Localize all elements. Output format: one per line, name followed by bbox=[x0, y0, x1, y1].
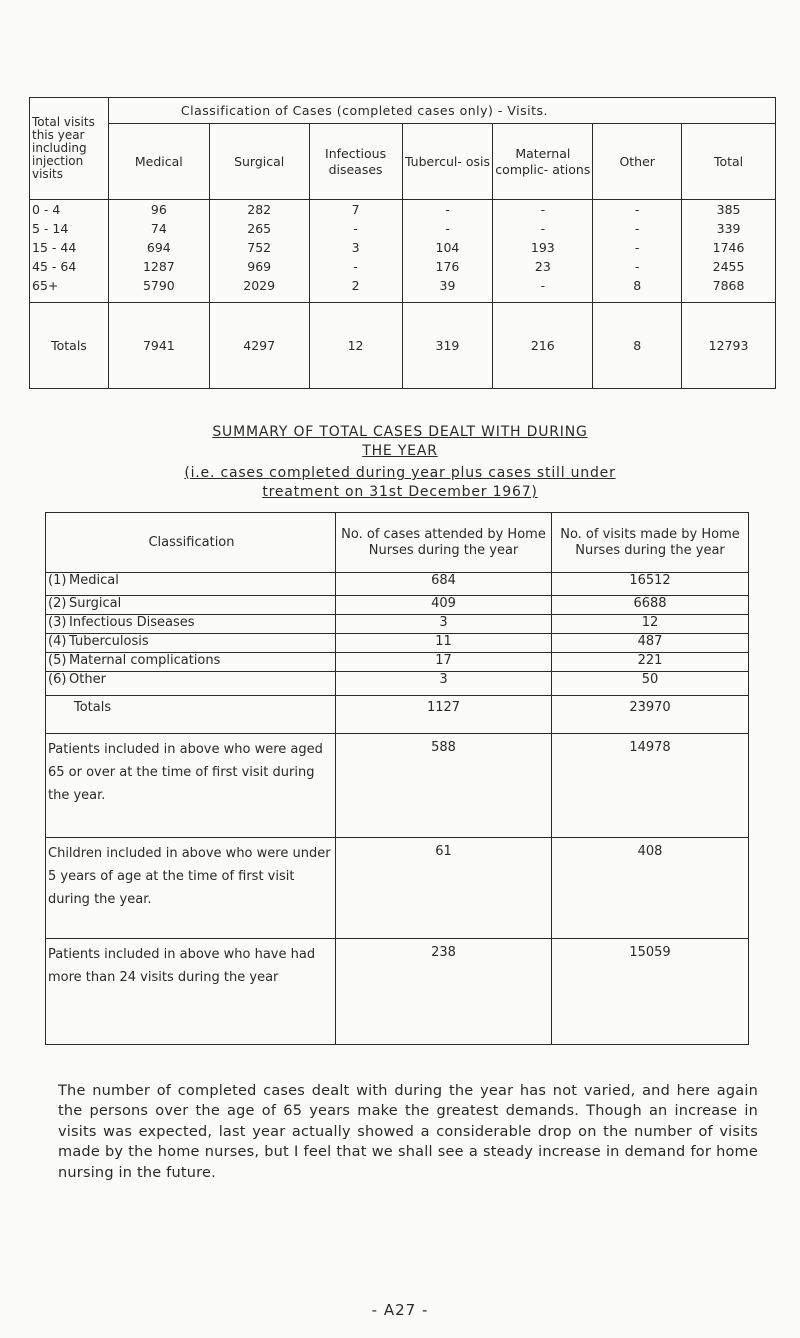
table-cell: 176 bbox=[435, 259, 460, 274]
totals-row bbox=[30, 303, 776, 389]
cases-value: 409 bbox=[336, 596, 552, 615]
column-header-total: Total bbox=[682, 124, 776, 200]
table-cell: 7868 bbox=[712, 278, 745, 293]
visits-value: 16512 bbox=[552, 573, 749, 596]
visits-value: 15059 bbox=[552, 939, 749, 1045]
column-header-classification: Classification bbox=[46, 513, 336, 573]
page-number: - A27 - bbox=[371, 1301, 429, 1319]
table-cell: 216 bbox=[493, 303, 593, 389]
cases-value: 61 bbox=[336, 838, 552, 939]
column-header-other: Other bbox=[593, 124, 682, 200]
table-cell: 385 bbox=[716, 202, 741, 217]
column-header-cases: No. of cases attended by Home Nurses during the year bbox=[336, 513, 552, 573]
table-cell: 3 bbox=[351, 240, 360, 255]
age-group: 0 - 4 bbox=[32, 202, 61, 217]
table-cell: 1746 bbox=[712, 240, 745, 255]
cases-value: 17 bbox=[336, 653, 552, 672]
row-index: (5) bbox=[48, 653, 67, 668]
table-cell: 5790 bbox=[142, 278, 175, 293]
column-header-infectious: Infectious diseases bbox=[309, 124, 402, 200]
table-row bbox=[46, 615, 749, 634]
summary-subtitle: (i.e. cases completed during year plus cases still under bbox=[184, 465, 616, 481]
row-index: (3) bbox=[48, 615, 67, 630]
visits-value: 23970 bbox=[552, 696, 749, 734]
cases-value: 238 bbox=[336, 939, 552, 1045]
maternal-values bbox=[493, 200, 593, 303]
table-row bbox=[46, 573, 749, 596]
age-group: 15 - 44 bbox=[32, 240, 77, 255]
table-cell: 8 bbox=[593, 303, 682, 389]
table-cell: 74 bbox=[150, 221, 167, 236]
table-cell: 8 bbox=[633, 278, 642, 293]
table-cell: 193 bbox=[530, 240, 555, 255]
row-label: Infectious Diseases bbox=[69, 615, 195, 630]
table-cell: 1287 bbox=[142, 259, 175, 274]
table-cell: 12793 bbox=[682, 303, 776, 389]
table-cell: 4297 bbox=[209, 303, 309, 389]
visits-value: 6688 bbox=[552, 596, 749, 615]
table-cell: 7941 bbox=[108, 303, 209, 389]
row-index: (4) bbox=[48, 634, 67, 649]
totals-row bbox=[46, 696, 749, 734]
table-row bbox=[46, 939, 749, 1045]
classification-of-cases-table bbox=[29, 97, 776, 389]
table-cell: - bbox=[634, 259, 640, 274]
table-row bbox=[46, 672, 749, 696]
table-cell: 39 bbox=[439, 278, 456, 293]
age-group-header: Total visits this year including injection visits bbox=[30, 98, 109, 200]
table-cell: 339 bbox=[716, 221, 741, 236]
table-cell: 694 bbox=[146, 240, 171, 255]
table-cell: 2 bbox=[351, 278, 360, 293]
visits-value: 50 bbox=[552, 672, 749, 696]
table-cell: - bbox=[634, 202, 640, 217]
table-cell: 969 bbox=[247, 259, 272, 274]
column-header-tuberculosis: Tubercul- osis bbox=[402, 124, 493, 200]
table-cell: 12 bbox=[309, 303, 402, 389]
row-label: Patients included in above who have had more than 24 visits during the year bbox=[46, 939, 336, 1045]
totals-label: Totals bbox=[46, 696, 336, 734]
visits-value: 12 bbox=[552, 615, 749, 634]
column-header-maternal: Maternal complic- ations bbox=[493, 124, 593, 200]
row-label: Maternal complications bbox=[69, 653, 221, 668]
table-cell: - bbox=[634, 240, 640, 255]
table-row bbox=[46, 634, 749, 653]
cases-value: 588 bbox=[336, 734, 552, 838]
table-row bbox=[46, 596, 749, 615]
visits-value: 14978 bbox=[552, 734, 749, 838]
visits-value: 221 bbox=[552, 653, 749, 672]
table-cell: 96 bbox=[150, 202, 167, 217]
row-label: Patients included in above who were aged 65 or over at the time of first visit during the year. bbox=[46, 734, 336, 838]
age-group: 5 - 14 bbox=[32, 221, 69, 236]
table-cell: 2029 bbox=[243, 278, 276, 293]
cases-value: 3 bbox=[336, 615, 552, 634]
table-cell: 23 bbox=[534, 259, 551, 274]
table-cell: 752 bbox=[247, 240, 272, 255]
row-index: (1) bbox=[48, 573, 67, 588]
table-cell: - bbox=[445, 202, 450, 217]
table-cell: - bbox=[353, 259, 358, 274]
summary-title: SUMMARY OF TOTAL CASES DEALT WITH DURING bbox=[212, 424, 588, 440]
visits-value: 408 bbox=[552, 838, 749, 939]
column-header-surgical: Surgical bbox=[209, 124, 309, 200]
cases-value: 684 bbox=[336, 573, 552, 596]
cases-value: 3 bbox=[336, 672, 552, 696]
age-group-list bbox=[30, 200, 109, 303]
total-values bbox=[682, 200, 776, 303]
table-cell: - bbox=[353, 221, 358, 236]
infectious-values bbox=[309, 200, 402, 303]
table-cell: - bbox=[540, 202, 546, 217]
table-cell: - bbox=[540, 278, 546, 293]
column-header-medical: Medical bbox=[108, 124, 209, 200]
body-paragraph: The number of completed cases dealt with during the year has not varied, and here again the persons over the age of 65 years make the greatest demands. Though an increase in visits was expected, last year actually showed a considerable drop on the number of visits made by the home nurses, but I feel that we shall see a steady increase in demand for home nursing in the future. bbox=[58, 1082, 758, 1181]
classification-group-header: Classification of Cases (completed cases only) - Visits. bbox=[108, 98, 775, 124]
row-label: Tuberculosis bbox=[69, 634, 149, 649]
table-cell: 2455 bbox=[712, 259, 745, 274]
visits-value: 487 bbox=[552, 634, 749, 653]
age-group: 45 - 64 bbox=[32, 259, 77, 274]
table-cell: - bbox=[634, 221, 640, 236]
table-cell: 282 bbox=[247, 202, 272, 217]
cases-value: 1127 bbox=[336, 696, 552, 734]
summary-subtitle-date: treatment on 31st December 1967) bbox=[262, 484, 538, 500]
age-group: 65+ bbox=[32, 278, 59, 293]
totals-label: Totals bbox=[30, 303, 109, 389]
row-label: Surgical bbox=[69, 596, 122, 611]
table-cell: - bbox=[445, 221, 450, 236]
table-cell: 319 bbox=[402, 303, 493, 389]
other-values bbox=[593, 200, 682, 303]
row-label: Other bbox=[69, 672, 106, 687]
table-row bbox=[46, 653, 749, 672]
table-cell: 7 bbox=[351, 202, 360, 217]
table-row bbox=[46, 838, 749, 939]
table-row bbox=[46, 734, 749, 838]
row-index: (6) bbox=[48, 672, 67, 687]
row-label: Children included in above who were under 5 years of age at the time of first visit during the year. bbox=[46, 838, 336, 939]
medical-values bbox=[108, 200, 209, 303]
column-header-visits: No. of visits made by Home Nurses during the year bbox=[552, 513, 749, 573]
surgical-values bbox=[209, 200, 309, 303]
tuberculosis-values bbox=[402, 200, 493, 303]
row-index: (2) bbox=[48, 596, 67, 611]
table-cell: - bbox=[540, 221, 546, 236]
row-label: Medical bbox=[69, 573, 119, 588]
summary-title-year: THE YEAR bbox=[362, 443, 438, 459]
home-nurses-summary-table bbox=[45, 512, 749, 1045]
table-cell: 104 bbox=[435, 240, 460, 255]
cases-value: 11 bbox=[336, 634, 552, 653]
table-cell: 265 bbox=[247, 221, 272, 236]
